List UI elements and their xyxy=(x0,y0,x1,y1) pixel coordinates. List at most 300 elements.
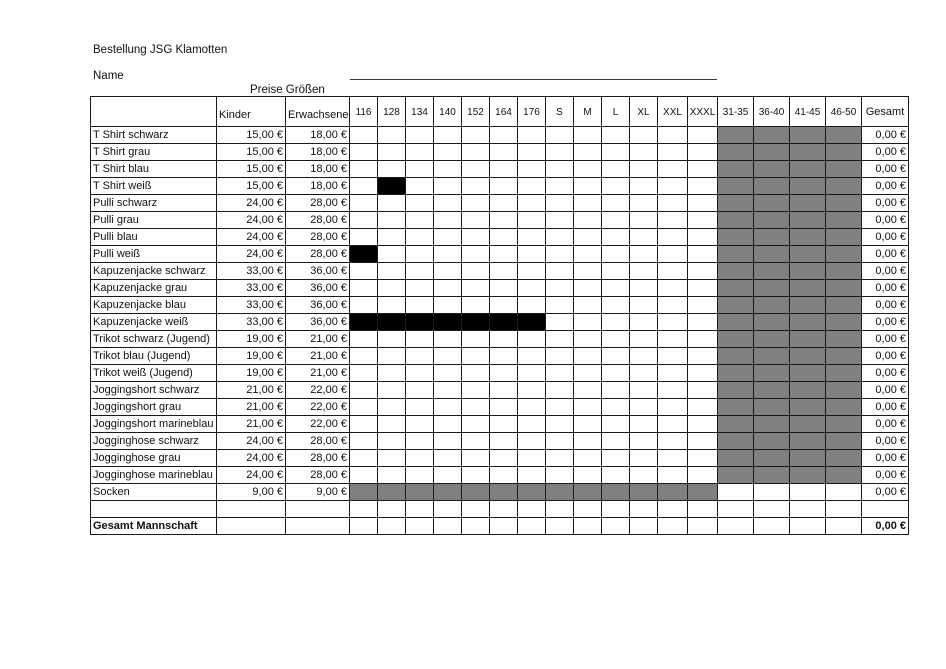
size-cell-xl[interactable] xyxy=(630,382,658,399)
size-cell-164[interactable] xyxy=(490,246,518,263)
size-cell-176[interactable] xyxy=(518,450,546,467)
size-cell-xxxl[interactable] xyxy=(688,365,718,382)
size-cell-140[interactable] xyxy=(434,280,462,297)
size-cell-xxl[interactable] xyxy=(658,212,688,229)
size-cell-m[interactable] xyxy=(574,467,602,484)
size-cell-128[interactable] xyxy=(378,501,406,518)
size-cell-134[interactable] xyxy=(406,195,434,212)
size-cell-xxl[interactable] xyxy=(658,450,688,467)
size-cell-s[interactable] xyxy=(546,467,574,484)
size-cell-s[interactable] xyxy=(546,144,574,161)
size-cell-164[interactable] xyxy=(490,212,518,229)
size-cell-164[interactable] xyxy=(490,348,518,365)
size-cell-l[interactable] xyxy=(602,212,630,229)
size-cell-m[interactable] xyxy=(574,161,602,178)
size-cell-s[interactable] xyxy=(546,365,574,382)
size-cell-xxl[interactable] xyxy=(658,178,688,195)
size-cell-m[interactable] xyxy=(574,501,602,518)
size-cell-xxl[interactable] xyxy=(658,195,688,212)
size-cell-152[interactable] xyxy=(462,280,490,297)
size-cell-116[interactable] xyxy=(350,399,378,416)
col-header-36-40: 36-40 xyxy=(754,97,790,127)
size-cell-134[interactable] xyxy=(406,450,434,467)
size-cell-152[interactable] xyxy=(462,297,490,314)
size-cell-m[interactable] xyxy=(574,450,602,467)
size-cell-128[interactable] xyxy=(378,297,406,314)
size-cell-164[interactable] xyxy=(490,280,518,297)
size-cell-164[interactable] xyxy=(490,195,518,212)
size-cell-l[interactable] xyxy=(602,229,630,246)
size-cell-xxxl[interactable] xyxy=(688,161,718,178)
size-cell-152[interactable] xyxy=(462,212,490,229)
size-cell-140[interactable] xyxy=(434,450,462,467)
size-cell-152[interactable] xyxy=(462,263,490,280)
size-cell-134[interactable] xyxy=(406,348,434,365)
size-cell-l[interactable] xyxy=(602,195,630,212)
size-cell-140[interactable] xyxy=(434,467,462,484)
size-cell-s[interactable] xyxy=(546,195,574,212)
size-cell-m[interactable] xyxy=(574,144,602,161)
size-cell-m[interactable] xyxy=(574,433,602,450)
size-cell-m[interactable] xyxy=(574,297,602,314)
size-cell-176[interactable] xyxy=(518,382,546,399)
size-cell-116[interactable] xyxy=(350,467,378,484)
size-cell-41-45 xyxy=(790,467,826,484)
size-cell-xl[interactable] xyxy=(630,365,658,382)
size-cell-164[interactable] xyxy=(490,229,518,246)
size-cell-xxxl[interactable] xyxy=(688,450,718,467)
size-cell-152[interactable] xyxy=(462,365,490,382)
size-cell-164[interactable] xyxy=(490,382,518,399)
size-cell-xxxl[interactable] xyxy=(688,467,718,484)
size-cell-xxl[interactable] xyxy=(658,314,688,331)
size-cell-l[interactable] xyxy=(602,399,630,416)
size-cell-l[interactable] xyxy=(602,263,630,280)
erwachsene-price-cell: 36,00 € xyxy=(286,263,350,280)
size-cell-xl[interactable] xyxy=(630,314,658,331)
size-cell-xxxl[interactable] xyxy=(688,212,718,229)
size-cell-116[interactable] xyxy=(350,178,378,195)
size-cell-xxxl[interactable] xyxy=(688,331,718,348)
size-cell-164[interactable] xyxy=(490,365,518,382)
size-cell-176[interactable] xyxy=(518,433,546,450)
size-cell-176[interactable] xyxy=(518,144,546,161)
size-cell-xxxl[interactable] xyxy=(688,382,718,399)
size-cell-134[interactable] xyxy=(406,399,434,416)
size-cell-m[interactable] xyxy=(574,365,602,382)
size-cell-s[interactable] xyxy=(546,127,574,144)
size-cell-xxl[interactable] xyxy=(658,348,688,365)
size-cell-l[interactable] xyxy=(602,127,630,144)
size-cell-164[interactable] xyxy=(490,297,518,314)
size-cell-128[interactable] xyxy=(378,450,406,467)
size-cell-140[interactable] xyxy=(434,365,462,382)
size-cell-s[interactable] xyxy=(546,212,574,229)
size-cell-xl[interactable] xyxy=(630,501,658,518)
size-cell-134[interactable] xyxy=(406,263,434,280)
size-cell-l[interactable] xyxy=(602,297,630,314)
size-cell-140[interactable] xyxy=(434,144,462,161)
size-cell-m[interactable] xyxy=(574,212,602,229)
size-cell-xl[interactable] xyxy=(630,127,658,144)
size-cell-176[interactable] xyxy=(518,212,546,229)
size-cell-140[interactable] xyxy=(434,433,462,450)
size-cell-s[interactable] xyxy=(546,348,574,365)
size-cell-176[interactable] xyxy=(518,246,546,263)
size-cell-116[interactable] xyxy=(350,331,378,348)
size-cell-140[interactable] xyxy=(434,127,462,144)
size-cell-140[interactable] xyxy=(434,263,462,280)
size-cell-s[interactable] xyxy=(546,161,574,178)
table-row-t-shirt-wei xyxy=(91,178,909,195)
size-cell-176[interactable] xyxy=(518,161,546,178)
size-cell-41-45 xyxy=(790,382,826,399)
size-cell-41-45[interactable] xyxy=(790,484,826,501)
size-cell-l[interactable] xyxy=(602,501,630,518)
size-cell-xxxl[interactable] xyxy=(688,195,718,212)
size-cell-140[interactable] xyxy=(434,331,462,348)
size-cell-176[interactable] xyxy=(518,467,546,484)
size-cell-152[interactable] xyxy=(462,348,490,365)
size-cell-128[interactable] xyxy=(378,144,406,161)
size-cell-m[interactable] xyxy=(574,229,602,246)
size-cell-xxxl[interactable] xyxy=(688,178,718,195)
size-cell-134[interactable] xyxy=(406,144,434,161)
size-cell-140[interactable] xyxy=(434,382,462,399)
size-cell-xxxl[interactable] xyxy=(688,246,718,263)
size-cell-xxxl[interactable] xyxy=(688,263,718,280)
size-cell-140[interactable] xyxy=(434,501,462,518)
size-cell-134[interactable] xyxy=(406,246,434,263)
size-cell-164[interactable] xyxy=(490,450,518,467)
size-cell-xl[interactable] xyxy=(630,280,658,297)
size-cell-164[interactable] xyxy=(490,416,518,433)
size-cell-152[interactable] xyxy=(462,501,490,518)
size-cell-152[interactable] xyxy=(462,127,490,144)
size-cell-xl[interactable] xyxy=(630,144,658,161)
size-cell-140[interactable] xyxy=(434,195,462,212)
size-cell-xl[interactable] xyxy=(630,331,658,348)
size-cell-134[interactable] xyxy=(406,229,434,246)
size-cell-xxl[interactable] xyxy=(658,365,688,382)
size-cell-m[interactable] xyxy=(574,348,602,365)
size-cell-41-45[interactable] xyxy=(790,501,826,518)
size-cell-128[interactable] xyxy=(378,212,406,229)
size-cell-128[interactable] xyxy=(378,382,406,399)
size-cell-152[interactable] xyxy=(462,433,490,450)
size-cell-m[interactable] xyxy=(574,246,602,263)
size-cell-134[interactable] xyxy=(406,331,434,348)
size-cell-xxl[interactable] xyxy=(658,263,688,280)
size-cell-176[interactable] xyxy=(518,416,546,433)
size-cell-m[interactable] xyxy=(574,195,602,212)
size-cell-s[interactable] xyxy=(546,314,574,331)
size-cell-164[interactable] xyxy=(490,161,518,178)
size-cell-xxxl[interactable] xyxy=(688,127,718,144)
size-cell-134[interactable] xyxy=(406,297,434,314)
size-cell-l[interactable] xyxy=(602,314,630,331)
size-cell-m[interactable] xyxy=(574,127,602,144)
size-cell-116[interactable] xyxy=(350,263,378,280)
size-cell-xl[interactable] xyxy=(630,161,658,178)
size-cell-s[interactable] xyxy=(546,399,574,416)
size-cell-36-40 xyxy=(754,212,790,229)
size-cell-l[interactable] xyxy=(602,416,630,433)
size-cell-xxl[interactable] xyxy=(658,144,688,161)
size-cell-140[interactable] xyxy=(434,399,462,416)
size-cell-s[interactable] xyxy=(546,178,574,195)
size-cell-116[interactable] xyxy=(350,280,378,297)
size-cell-128[interactable] xyxy=(378,399,406,416)
size-cell-116[interactable] xyxy=(350,161,378,178)
size-cell-xxxl[interactable] xyxy=(688,229,718,246)
size-cell-xxl[interactable] xyxy=(658,433,688,450)
size-cell-176[interactable] xyxy=(518,331,546,348)
size-cell-116[interactable] xyxy=(350,195,378,212)
size-cell-116[interactable] xyxy=(350,144,378,161)
size-cell-164[interactable] xyxy=(490,433,518,450)
size-cell-31-35[interactable] xyxy=(718,501,754,518)
size-cell-m[interactable] xyxy=(574,382,602,399)
size-cell-164[interactable] xyxy=(490,467,518,484)
size-cell-s[interactable] xyxy=(546,280,574,297)
size-cell-s[interactable] xyxy=(546,229,574,246)
size-cell-128[interactable] xyxy=(378,433,406,450)
size-cell-l[interactable] xyxy=(602,161,630,178)
size-cell-164[interactable] xyxy=(490,399,518,416)
size-cell-s[interactable] xyxy=(546,433,574,450)
col-header-134: 134 xyxy=(406,97,434,127)
size-cell-xxl[interactable] xyxy=(658,297,688,314)
size-cell-152[interactable] xyxy=(462,382,490,399)
size-cell-xxxl[interactable] xyxy=(688,501,718,518)
size-cell-116[interactable] xyxy=(350,212,378,229)
size-cell-xl[interactable] xyxy=(630,433,658,450)
size-cell-164[interactable] xyxy=(490,331,518,348)
size-cell-176[interactable] xyxy=(518,348,546,365)
table-row-pulli-wei xyxy=(91,246,909,263)
size-cell-xxxl[interactable] xyxy=(688,280,718,297)
size-cell-116[interactable] xyxy=(350,501,378,518)
size-cell-46-50[interactable] xyxy=(826,484,862,501)
size-cell-152[interactable] xyxy=(462,399,490,416)
size-cell-116[interactable] xyxy=(350,365,378,382)
size-cell-176[interactable] xyxy=(518,297,546,314)
size-cell-164[interactable] xyxy=(490,501,518,518)
size-cell-152[interactable] xyxy=(462,229,490,246)
size-cell-176[interactable] xyxy=(518,195,546,212)
size-cell-134[interactable] xyxy=(406,467,434,484)
size-cell-s[interactable] xyxy=(546,331,574,348)
size-cell-m[interactable] xyxy=(574,263,602,280)
size-cell-134[interactable] xyxy=(406,416,434,433)
size-cell-128[interactable] xyxy=(378,263,406,280)
size-cell-xxxl[interactable] xyxy=(688,297,718,314)
size-cell-m[interactable] xyxy=(574,416,602,433)
size-cell-128[interactable] xyxy=(378,348,406,365)
size-cell-xl[interactable] xyxy=(630,450,658,467)
size-cell-140[interactable] xyxy=(434,212,462,229)
size-cell-140[interactable] xyxy=(434,178,462,195)
size-cell-140[interactable] xyxy=(434,161,462,178)
size-cell-s[interactable] xyxy=(546,246,574,263)
size-cell-176[interactable] xyxy=(518,280,546,297)
size-cell-116[interactable] xyxy=(350,127,378,144)
size-cell-134[interactable] xyxy=(406,127,434,144)
size-cell-176[interactable] xyxy=(518,399,546,416)
size-cell-xxl[interactable] xyxy=(658,280,688,297)
erwachsene-price-cell: 28,00 € xyxy=(286,212,350,229)
size-cell-xxl[interactable] xyxy=(658,416,688,433)
size-cell-116[interactable] xyxy=(350,229,378,246)
size-cell-s[interactable] xyxy=(546,416,574,433)
size-cell-134[interactable] xyxy=(406,433,434,450)
size-cell-134[interactable] xyxy=(406,501,434,518)
size-cell-l[interactable] xyxy=(602,433,630,450)
size-cell-116[interactable] xyxy=(350,433,378,450)
size-cell-116[interactable] xyxy=(350,450,378,467)
size-cell-xl[interactable] xyxy=(630,416,658,433)
size-cell-116[interactable] xyxy=(350,382,378,399)
size-cell-l[interactable] xyxy=(602,178,630,195)
size-cell-xxl[interactable] xyxy=(658,127,688,144)
size-cell-l[interactable] xyxy=(602,246,630,263)
size-cell-l[interactable] xyxy=(602,382,630,399)
size-cell-140[interactable] xyxy=(434,416,462,433)
size-cell-l[interactable] xyxy=(602,450,630,467)
size-cell-s[interactable] xyxy=(546,450,574,467)
size-cell-xxxl[interactable] xyxy=(688,416,718,433)
size-cell-xxl[interactable] xyxy=(658,382,688,399)
size-cell-152[interactable] xyxy=(462,161,490,178)
size-cell-xxxl[interactable] xyxy=(688,144,718,161)
size-cell-128[interactable] xyxy=(378,229,406,246)
size-cell-128[interactable] xyxy=(378,416,406,433)
size-cell-152[interactable] xyxy=(462,416,490,433)
size-cell-s[interactable] xyxy=(546,501,574,518)
size-cell-140[interactable] xyxy=(434,229,462,246)
size-cell-s[interactable] xyxy=(546,263,574,280)
size-cell-xxl[interactable] xyxy=(658,161,688,178)
size-cell-128[interactable] xyxy=(378,467,406,484)
size-cell-152[interactable] xyxy=(462,144,490,161)
size-cell-36-40[interactable] xyxy=(754,501,790,518)
size-cell-140[interactable] xyxy=(434,297,462,314)
size-cell-140[interactable] xyxy=(434,348,462,365)
size-cell-xxxl[interactable] xyxy=(688,314,718,331)
size-cell-176[interactable] xyxy=(518,263,546,280)
size-cell-176[interactable] xyxy=(518,501,546,518)
size-cell-134[interactable] xyxy=(406,365,434,382)
size-cell-xl[interactable] xyxy=(630,297,658,314)
size-cell-128[interactable] xyxy=(378,280,406,297)
size-cell-134[interactable] xyxy=(406,280,434,297)
gesamt-cell: 0,00 € xyxy=(862,297,909,314)
size-cell-140[interactable] xyxy=(434,246,462,263)
size-cell-l[interactable] xyxy=(602,280,630,297)
size-cell-xl[interactable] xyxy=(630,399,658,416)
size-cell-176[interactable] xyxy=(518,365,546,382)
size-cell-134[interactable] xyxy=(406,382,434,399)
size-cell-xl[interactable] xyxy=(630,467,658,484)
size-cell-xxl[interactable] xyxy=(658,331,688,348)
size-cell-152[interactable] xyxy=(462,195,490,212)
size-cell-xxl[interactable] xyxy=(658,229,688,246)
size-cell-xl[interactable] xyxy=(630,246,658,263)
size-cell-152[interactable] xyxy=(462,450,490,467)
size-cell-36-40[interactable] xyxy=(754,484,790,501)
size-cell-116[interactable] xyxy=(350,416,378,433)
size-cell-s[interactable] xyxy=(546,382,574,399)
size-cell-xxl[interactable] xyxy=(658,501,688,518)
size-cell-164[interactable] xyxy=(490,263,518,280)
size-cell-m[interactable] xyxy=(574,399,602,416)
size-cell-m[interactable] xyxy=(574,178,602,195)
size-cell-xxl[interactable] xyxy=(658,399,688,416)
size-cell-176[interactable] xyxy=(518,229,546,246)
size-cell-128[interactable] xyxy=(378,127,406,144)
size-cell-l[interactable] xyxy=(602,331,630,348)
size-cell-l[interactable] xyxy=(602,348,630,365)
size-cell-128[interactable] xyxy=(378,331,406,348)
size-cell-176[interactable] xyxy=(518,178,546,195)
size-cell-164[interactable] xyxy=(490,127,518,144)
size-cell-xxxl[interactable] xyxy=(688,433,718,450)
size-cell-m[interactable] xyxy=(574,314,602,331)
size-cell-s[interactable] xyxy=(546,297,574,314)
size-cell-l[interactable] xyxy=(602,365,630,382)
size-cell-m[interactable] xyxy=(574,331,602,348)
size-cell-128[interactable] xyxy=(378,365,406,382)
size-cell-152[interactable] xyxy=(462,246,490,263)
size-cell-164[interactable] xyxy=(490,178,518,195)
size-cell-xl[interactable] xyxy=(630,195,658,212)
size-cell-xxxl[interactable] xyxy=(688,399,718,416)
size-cell-128[interactable] xyxy=(378,195,406,212)
size-cell-xxl[interactable] xyxy=(658,246,688,263)
size-cell-l xyxy=(602,484,630,501)
name-input-line[interactable] xyxy=(350,79,717,80)
size-cell-134[interactable] xyxy=(406,161,434,178)
size-cell-164[interactable] xyxy=(490,144,518,161)
size-cell-xl[interactable] xyxy=(630,263,658,280)
size-cell-m[interactable] xyxy=(574,280,602,297)
size-cell-152[interactable] xyxy=(462,178,490,195)
size-cell-l[interactable] xyxy=(602,144,630,161)
size-cell-176[interactable] xyxy=(518,127,546,144)
size-cell-152[interactable] xyxy=(462,467,490,484)
size-cell-134[interactable] xyxy=(406,178,434,195)
size-cell-31-35[interactable] xyxy=(718,484,754,501)
size-cell-xl[interactable] xyxy=(630,212,658,229)
size-cell-xl[interactable] xyxy=(630,229,658,246)
erwachsene-price-cell: 22,00 € xyxy=(286,399,350,416)
size-cell-xxxl[interactable] xyxy=(688,348,718,365)
size-cell-xxl[interactable] xyxy=(658,467,688,484)
size-cell-xl[interactable] xyxy=(630,348,658,365)
size-cell-l[interactable] xyxy=(602,467,630,484)
size-cell-134[interactable] xyxy=(406,212,434,229)
size-cell-116[interactable] xyxy=(350,297,378,314)
size-cell-128[interactable] xyxy=(378,246,406,263)
kinder-price-cell: 9,00 € xyxy=(217,484,286,501)
size-cell-152[interactable] xyxy=(462,331,490,348)
size-cell-116[interactable] xyxy=(350,348,378,365)
size-cell-xl[interactable] xyxy=(630,178,658,195)
size-cell-46-50[interactable] xyxy=(826,501,862,518)
size-cell-128[interactable] xyxy=(378,161,406,178)
size-cell-176 xyxy=(518,314,546,331)
